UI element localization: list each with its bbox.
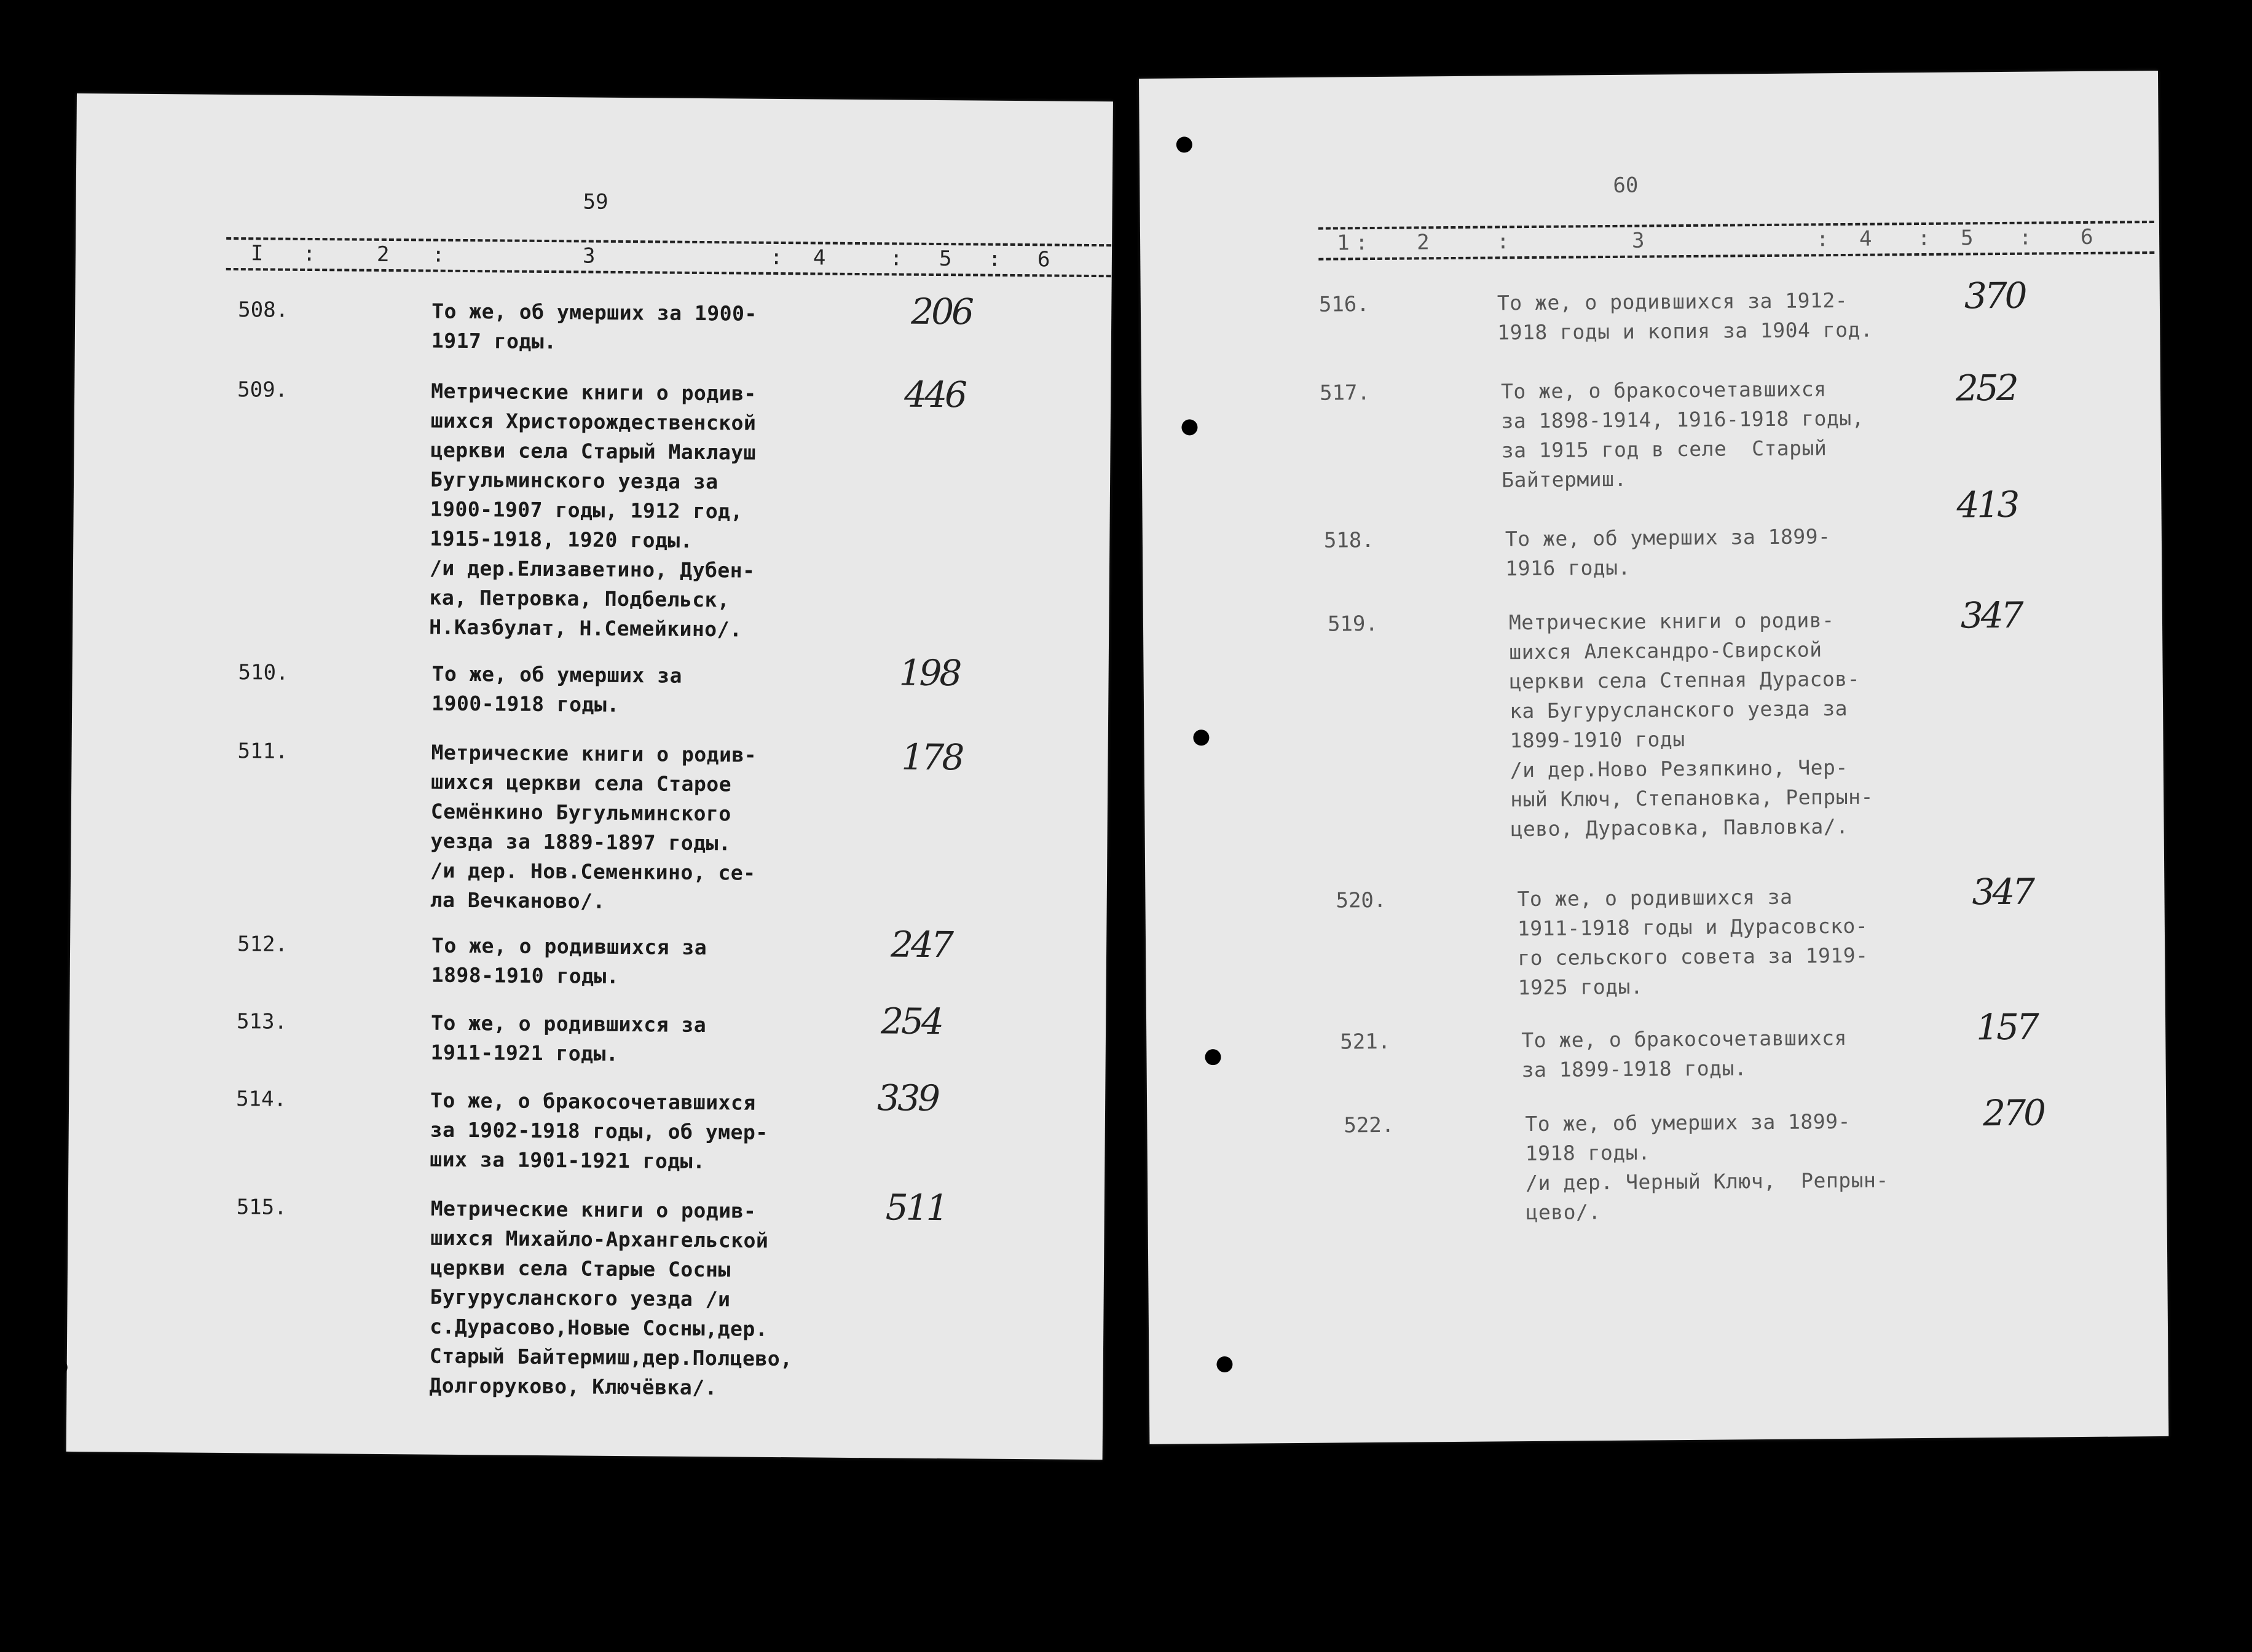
column-separator: : (1917, 226, 1931, 251)
punch-hole (47, 726, 63, 742)
entry-description: То же, о родившихся за 1912- 1918 годы и копия за 1904 год. (1497, 288, 1873, 345)
entry-number: 521. (1340, 1029, 1391, 1055)
sheet-count: 206 (910, 290, 972, 333)
entry-description: Метрические книги о родив- шихся Александро-Свирской церкви села Степная Дурасов- ка Бугурусланского уезда за 1899-1910 годы /и дер.Ново Резяпкино, Чер- ный Ключ, Степановка, Репрын- цево, Дурасовка, Павловка/. (1508, 608, 1874, 841)
page-60 (1139, 71, 2168, 1444)
column-separator: : (770, 245, 783, 270)
entry-description: То же, о бракосочетавшихся за 1899-1918 годы. (1521, 1026, 1848, 1082)
entry-number: 520. (1336, 887, 1387, 913)
punch-hole (47, 422, 63, 438)
column-separator: : (1355, 230, 1368, 256)
entry-description: То же, об умерших за 1900-1918 годы. (431, 661, 683, 717)
page-59 (66, 93, 1113, 1460)
sheet-count: 157 (1975, 1005, 2037, 1048)
sheet-count: 347 (1960, 594, 2022, 637)
column-header: 1 (1336, 230, 1350, 256)
column-header: 3 (582, 243, 596, 269)
entry-number: 509. (237, 377, 288, 403)
column-header: 4 (1859, 226, 1872, 251)
entry-number: 519. (1327, 611, 1379, 637)
entry-description: То же, о бракосочетавшихся за 1898-1914, 1916-1918 годы, за 1915 год в селе Старый Байтермиш. (1500, 377, 1865, 492)
punch-hole (1216, 1356, 1232, 1372)
entry-description: Метрические книги о родив- шихся церкви села Старое Семёнкино Бугульминского уезда за 1889-1897 годы. /и дер. Нов.Семенкино, се- ла Вечканово/. (430, 740, 757, 913)
sheet-count: 270 (1982, 1092, 2044, 1135)
entry-description: То же, об умерших за 1900- 1917 годы. (431, 299, 757, 354)
sheet-count: 347 (1972, 870, 2033, 913)
entry-description: То же, о родившихся за 1898-1910 годы. (431, 933, 707, 988)
entry-description: Метрические книги о родив- шихся Христорождественской церкви села Старый Маклауш Бугульминского уезда за 1900-1907 годы, 1912 год, 1915-1918, 1920 годы. /и дер.Елизаветино, Дубен- ка, Петровка, Подбельск, Н.Казбулат, Н.Семейкино/. (429, 379, 757, 642)
punch-hole (45, 143, 61, 159)
sheet-count: 511 (885, 1186, 947, 1229)
entry-number: 508. (238, 297, 289, 323)
entry-description: То же, о родившихся за 1911-1918 годы и Дурасовско- го сельского совета за 1919- 1925 годы. (1517, 884, 1868, 1000)
punch-hole (51, 1052, 67, 1068)
table-header-rule (1318, 251, 2154, 261)
entry-number: 518. (1323, 528, 1374, 553)
column-separator: : (2018, 225, 2032, 250)
column-header: 3 (1631, 228, 1645, 253)
column-separator: : (302, 241, 316, 267)
punch-hole (52, 1359, 68, 1375)
entry-description: То же, об умерших за 1899- 1918 годы. /и дер. Черный Ключ, Репрын- цево/. (1525, 1109, 1889, 1225)
entry-number: 510. (238, 660, 289, 685)
entry-number: 514. (236, 1087, 287, 1112)
entry-description: То же, об умерших за 1899- 1916 годы. (1505, 524, 1831, 581)
column-separator: : (1496, 229, 1510, 254)
column-separator: : (988, 246, 1001, 272)
sheet-count: 446 (904, 373, 966, 416)
column-header: I (250, 241, 264, 266)
column-header: 5 (939, 246, 952, 272)
column-header: 5 (1960, 226, 1974, 251)
punch-hole (1193, 730, 1209, 745)
sheet-count: 254 (880, 1000, 942, 1043)
column-header: 2 (1416, 230, 1430, 255)
column-separator: : (431, 242, 445, 267)
entry-number: 522. (1344, 1112, 1395, 1138)
table-header-rule (226, 268, 1111, 277)
column-header: 6 (2080, 224, 2093, 250)
punch-hole (1176, 136, 1192, 152)
sheet-count: 413 (1956, 483, 2018, 526)
page-number: 59 (583, 189, 608, 214)
punch-hole (1205, 1049, 1221, 1065)
entry-description: Метрические книги о родив- шихся Михайло-Архангельской церкви села Старые Сосны Бугурусланского уезда /и с.Дурасово,Новые Сосны,дер. Старый Байтермиш,дер.Полцево, Долгоруково, Ключёвка/. (429, 1196, 793, 1400)
page-number: 60 (1613, 173, 1639, 198)
entry-number: 511. (237, 739, 288, 764)
sheet-count: 247 (890, 923, 952, 966)
sheet-count: 198 (899, 651, 960, 694)
entry-number: 512. (237, 932, 288, 957)
punch-hole (1181, 419, 1197, 435)
sheet-count: 370 (1964, 274, 2025, 317)
column-separator: : (889, 246, 903, 271)
column-separator: : (1816, 227, 1829, 252)
sheet-count: 178 (901, 736, 963, 779)
column-header: 4 (813, 245, 826, 270)
table-header-rule (226, 237, 1111, 246)
sheet-count: 252 (1955, 366, 2017, 409)
entry-number: 515. (236, 1195, 287, 1220)
entry-number: 517. (1319, 380, 1371, 406)
column-header: 2 (376, 242, 390, 267)
entry-number: 513. (236, 1009, 288, 1034)
sheet-count: 339 (876, 1077, 939, 1120)
entry-number: 516. (1318, 292, 1369, 317)
column-header: 6 (1037, 247, 1050, 272)
entry-description: То же, о бракосочетавшихся за 1902-1918 годы, об умер- ших за 1901-1921 годы. (430, 1088, 768, 1174)
entry-description: То же, о родившихся за 1911-1921 годы. (430, 1010, 707, 1066)
